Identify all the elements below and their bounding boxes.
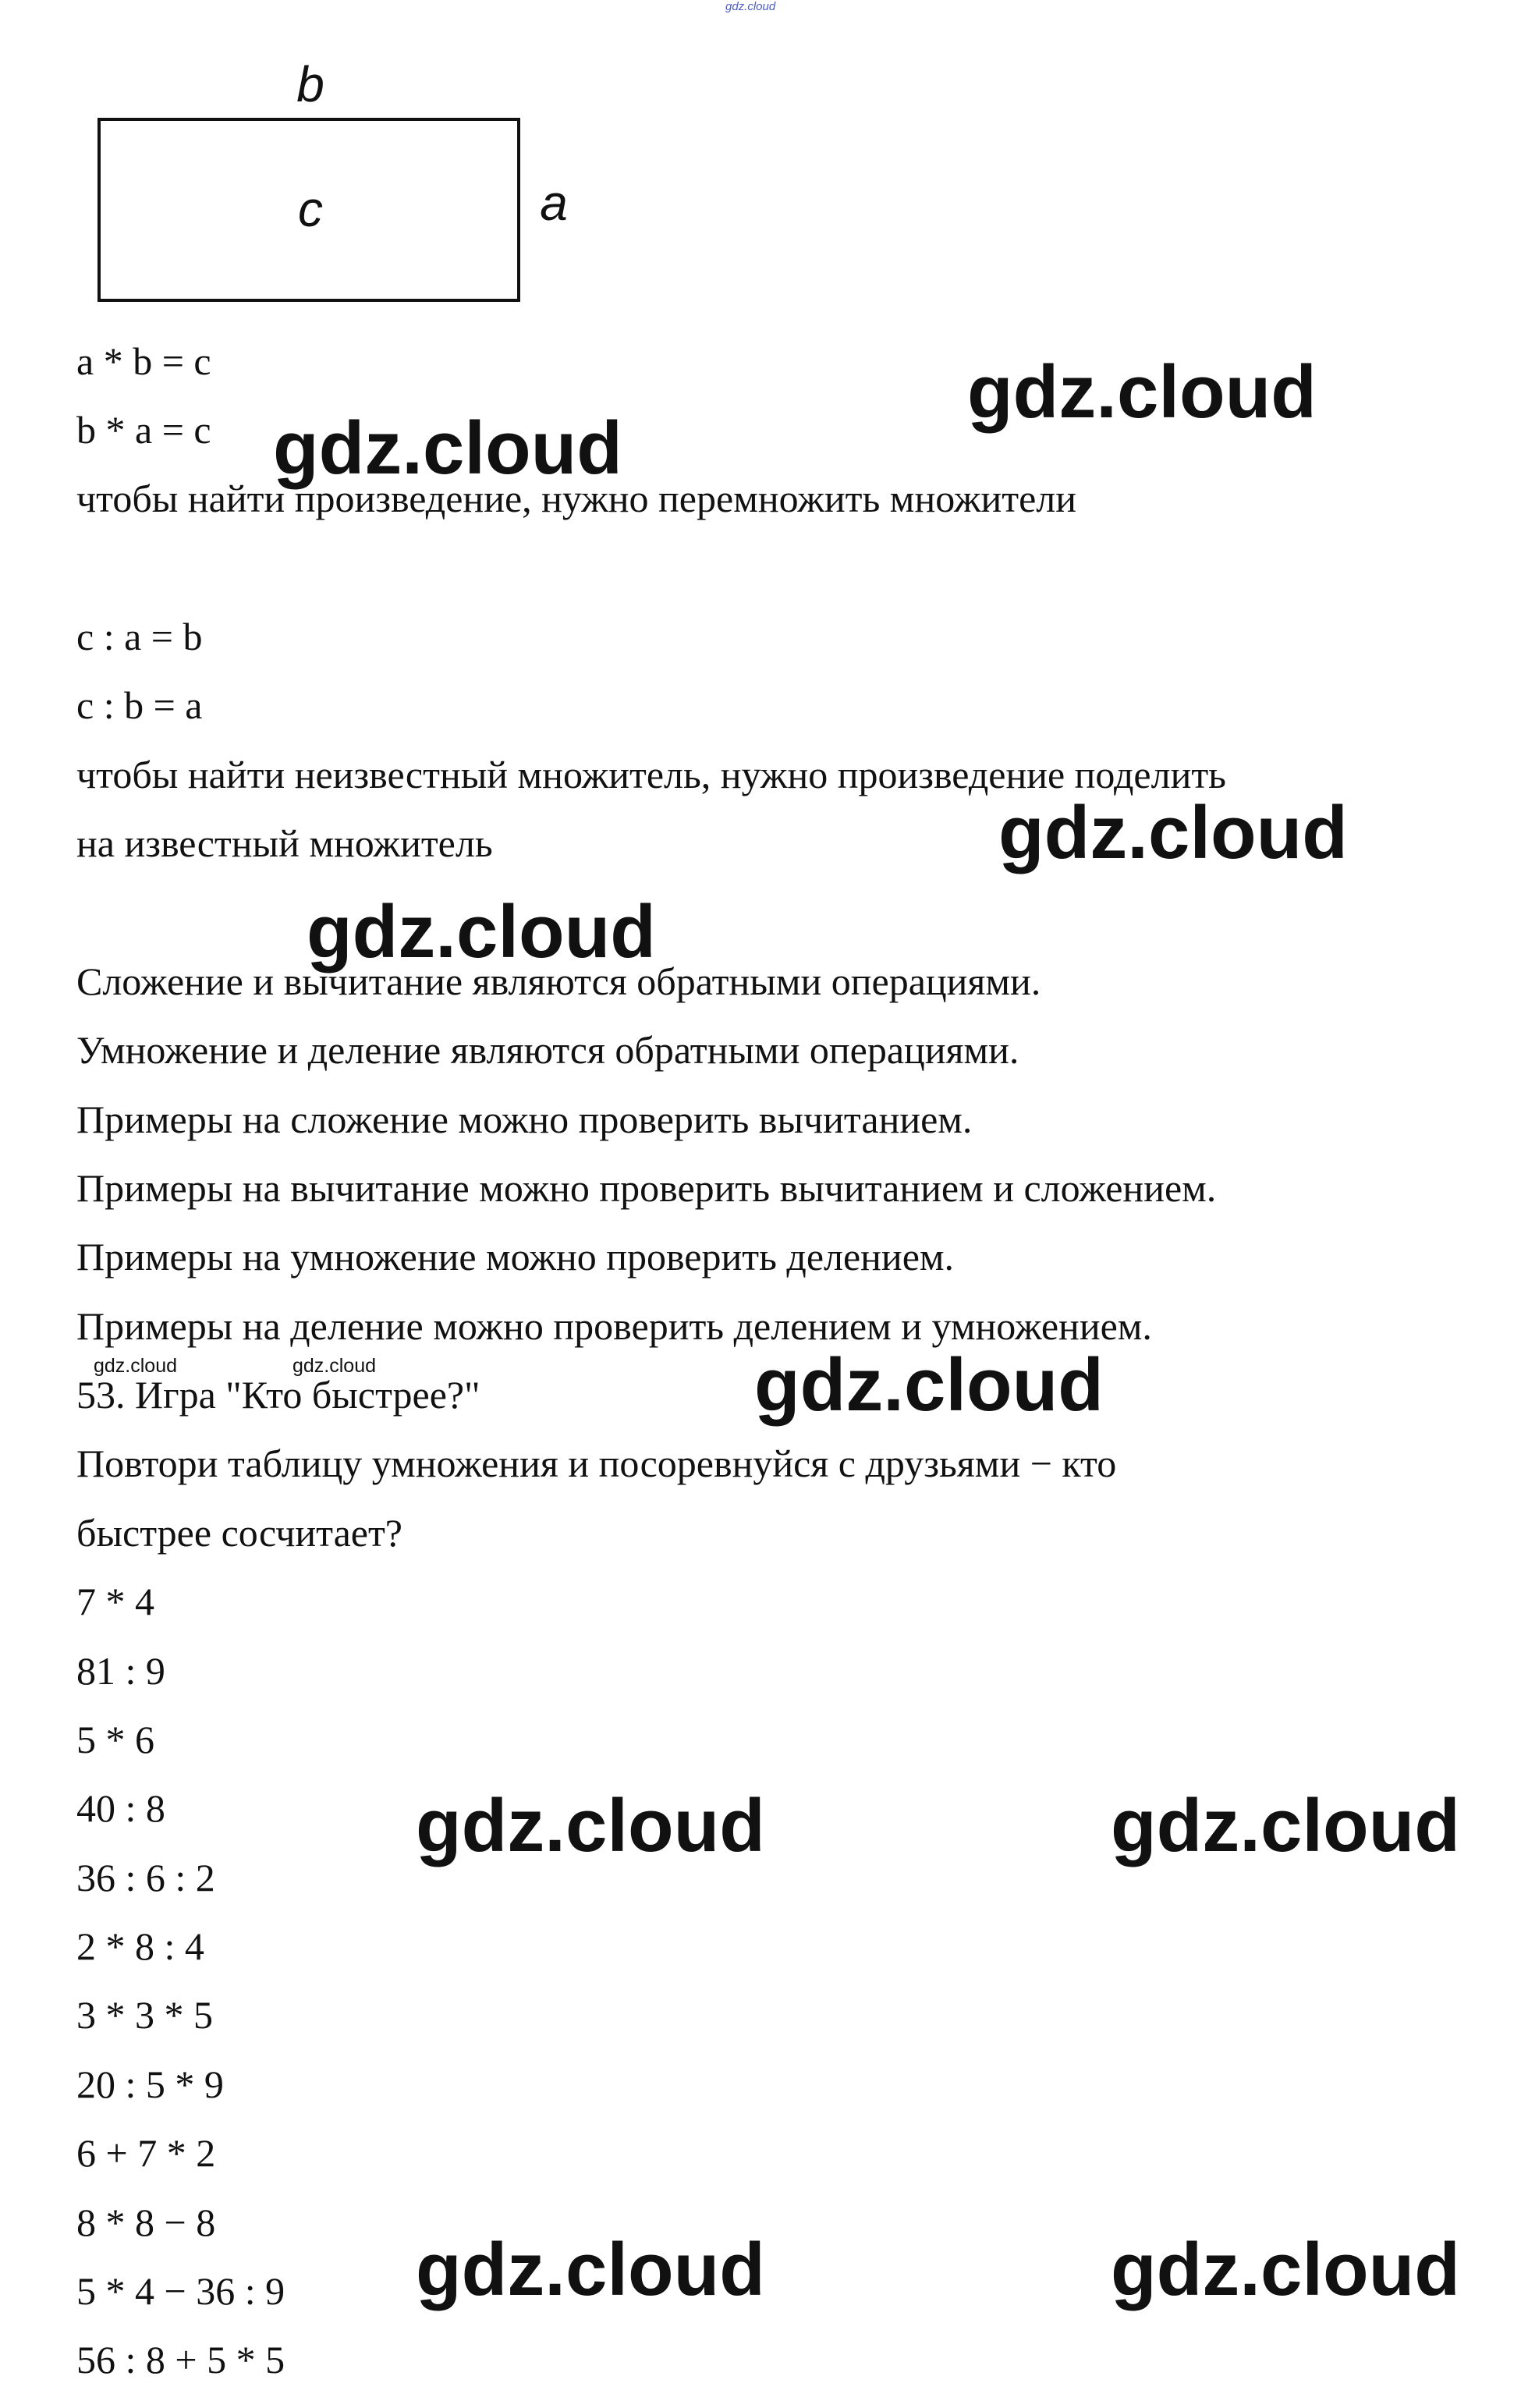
- watermark: gdz.cloud: [967, 350, 1317, 434]
- watermark: gdz.cloud: [998, 791, 1348, 874]
- expression-item: 3 * 3 * 5: [76, 1993, 213, 2037]
- watermark: gdz.cloud: [307, 890, 656, 973]
- expression-item: 20 : 5 * 9: [76, 2062, 224, 2106]
- watermark-small: gdz.cloud: [94, 1355, 178, 1377]
- watermark: gdz.cloud: [416, 2228, 765, 2311]
- watermark-small: gdz.cloud: [292, 1355, 377, 1377]
- exercise-heading: 53. Игра "Кто быстрее?": [76, 1373, 480, 1417]
- watermark: gdz.cloud: [1111, 2228, 1460, 2311]
- rule-text: чтобы найти неизвестный множитель, нужно произведение поделить: [76, 753, 1226, 796]
- expression-item: 8 * 8 − 8: [76, 2201, 216, 2244]
- figure-label-a: a: [540, 175, 568, 231]
- expression-item: 6 + 7 * 2: [76, 2131, 216, 2175]
- paragraph-line: Примеры на деление можно проверить делением и умножением.: [76, 1304, 1152, 1348]
- formula-line: c : b = a: [76, 683, 203, 727]
- paragraph-line: Примеры на сложение можно проверить вычитанием.: [76, 1098, 973, 1141]
- paragraph-line: Умножение и деление являются обратными операциями.: [76, 1028, 1019, 1072]
- formula-line: b * a = c: [76, 408, 211, 452]
- exercise-instruction: Повтори таблицу умножения и посоревнуйся с друзьями − кто: [76, 1442, 1117, 1485]
- rule-text: чтобы найти произведение, нужно перемножить множители: [76, 477, 1077, 520]
- watermark: gdz.cloud: [416, 1784, 765, 1867]
- figure-label-c: c: [298, 181, 323, 237]
- paragraph-line: Примеры на вычитание можно проверить вычитанием и сложением.: [76, 1166, 1217, 1210]
- watermark: gdz.cloud: [273, 406, 622, 490]
- header-watermark: gdz.cloud: [725, 0, 776, 13]
- figure-label-b: b: [296, 56, 324, 112]
- rectangle-figure: [74, 39, 589, 304]
- expression-item: 56 : 8 + 5 * 5: [76, 2338, 285, 2381]
- formula-line: a * b = c: [76, 339, 211, 383]
- paragraph-line: Примеры на умножение можно проверить делением.: [76, 1235, 955, 1278]
- expression-item: 5 * 4 − 36 : 9: [76, 2269, 285, 2313]
- expression-item: 2 * 8 : 4: [76, 1924, 204, 1968]
- watermark: gdz.cloud: [1111, 1784, 1460, 1867]
- expression-item: 36 : 6 : 2: [76, 1856, 215, 1899]
- expression-item: 81 : 9: [76, 1649, 165, 1693]
- watermark: gdz.cloud: [754, 1343, 1104, 1427]
- expression-item: 5 * 6: [76, 1718, 154, 1761]
- expression-item: 7 * 4: [76, 1580, 154, 1623]
- exercise-instruction: быстрее сосчитает?: [76, 1511, 402, 1555]
- expression-item: 40 : 8: [76, 1786, 165, 1830]
- paragraph-line: Сложение и вычитание являются обратными операциями.: [76, 959, 1041, 1003]
- rule-text: на известный множитель: [76, 821, 493, 865]
- formula-line: c : a = b: [76, 615, 203, 658]
